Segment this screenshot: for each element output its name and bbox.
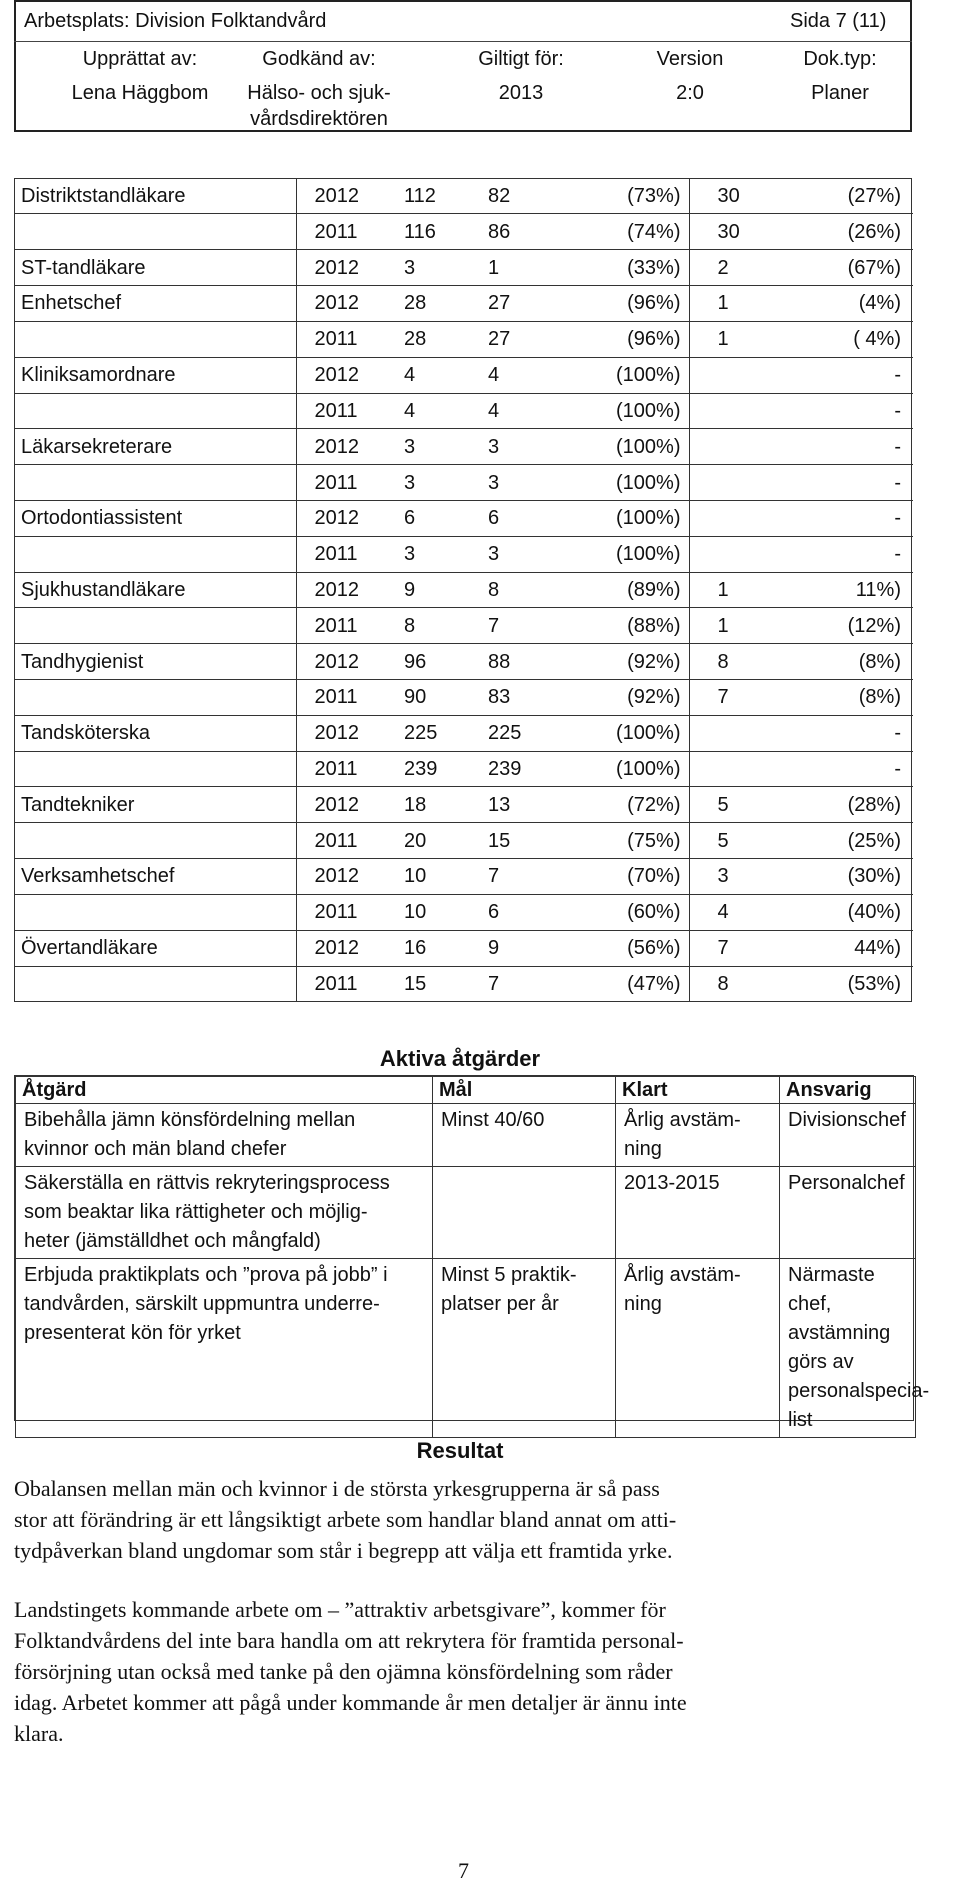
field-value: Planer <box>811 82 869 104</box>
cell-line: list <box>788 1409 813 1431</box>
cell-year: 2012 <box>296 930 380 966</box>
cell-wpct: (92%) <box>560 680 689 716</box>
cell-total: 3 <box>380 536 472 572</box>
cell-women: 9 <box>472 930 560 966</box>
cell-role <box>15 321 296 357</box>
cell-men <box>689 500 783 536</box>
cell-total: 4 <box>380 393 472 429</box>
cell-year: 2012 <box>296 179 380 214</box>
cell-men <box>689 715 783 751</box>
cell-total: 225 <box>380 715 472 751</box>
cell-mpct: (4%) <box>783 286 913 322</box>
cell-year: 2011 <box>296 608 380 644</box>
field-label: Upprättat av: <box>82 48 198 70</box>
cell-women: 3 <box>472 429 560 465</box>
cell-line: ning <box>624 1138 662 1160</box>
cell-men: 1 <box>689 321 783 357</box>
cell-year: 2011 <box>296 321 380 357</box>
cell-mpct: (12%) <box>783 608 913 644</box>
cell-wpct: (75%) <box>560 823 689 859</box>
cell-line: platser per år <box>441 1293 559 1315</box>
cell-men: 3 <box>689 859 783 895</box>
table-row <box>15 429 913 465</box>
cell-year: 2012 <box>296 859 380 895</box>
cell-year: 2012 <box>296 250 380 286</box>
cell-wpct: (88%) <box>560 608 689 644</box>
cell-line: avstämning <box>788 1322 891 1344</box>
cell-year: 2011 <box>296 536 380 572</box>
cell-role: Läkarsekreterare <box>15 429 296 465</box>
cell-wpct: (100%) <box>560 500 689 536</box>
cell-mpct: (26%) <box>783 214 913 250</box>
cell-wpct: (100%) <box>560 715 689 751</box>
cell-year: 2011 <box>296 680 380 716</box>
cell-year: 2012 <box>296 286 380 322</box>
cell-year: 2012 <box>296 644 380 680</box>
field-label: Giltigt för: <box>478 48 564 70</box>
cell-wpct: (74%) <box>560 214 689 250</box>
cell-mal <box>433 1259 616 1438</box>
cell-women: 7 <box>472 608 560 644</box>
table-row <box>15 536 913 572</box>
cell-role: Verksamhetschef <box>15 859 296 895</box>
cell-women: 239 <box>472 751 560 787</box>
cell-men <box>689 429 783 465</box>
cell-wpct: (96%) <box>560 321 689 357</box>
cell-total: 10 <box>380 859 472 895</box>
table-row <box>16 1104 916 1167</box>
field-value: Lena Häggbom <box>71 82 209 104</box>
cell-role: Distriktstandläkare <box>15 179 296 214</box>
cell-mpct: (53%) <box>847 972 901 995</box>
cell-line: Säkerställa en rättvis rekryteringsprocess <box>24 1172 390 1194</box>
staff-statistics-table <box>14 178 912 1002</box>
table-row <box>15 894 913 930</box>
cell-wpct: (60%) <box>560 894 689 930</box>
cell-mal <box>433 1104 616 1167</box>
cell-total: 16 <box>380 930 472 966</box>
table-row <box>15 715 913 751</box>
table-row <box>15 500 913 536</box>
cell-year: 2011 <box>296 465 380 501</box>
cell-mpct: - <box>783 393 913 429</box>
cell-men: 30 <box>689 179 783 214</box>
table-row <box>15 859 913 895</box>
cell-wpct: (100%) <box>560 357 689 393</box>
column-header: Ansvarig <box>780 1077 916 1104</box>
cell-women: 27 <box>472 286 560 322</box>
column-header: Mål <box>433 1077 616 1104</box>
cell-total: 3 <box>380 250 472 286</box>
cell-women: 3 <box>472 465 560 501</box>
cell-line: Årlig avstäm- <box>624 1109 741 1131</box>
cell-total: 9 <box>380 572 472 608</box>
cell-mpct: - <box>783 429 913 465</box>
field-value: 2:0 <box>676 82 704 104</box>
cell-mal <box>433 1167 616 1259</box>
cell-line: Personalchef <box>788 1172 905 1194</box>
cell-role <box>15 608 296 644</box>
cell-role: Tandsköterska <box>15 715 296 751</box>
cell-mpct: (27%) <box>783 179 913 214</box>
cell-year: 2012 <box>296 429 380 465</box>
field-label: Dok.typ: <box>803 48 877 70</box>
cell-wpct: (33%) <box>560 250 689 286</box>
cell-men: 5 <box>689 787 783 823</box>
cell-men: 8 <box>689 644 783 680</box>
cell-total: 15 <box>404 972 427 995</box>
cell-women: 3 <box>472 536 560 572</box>
cell-year: 2012 <box>296 572 380 608</box>
cell-women: 88 <box>472 644 560 680</box>
cell-year: 2011 <box>296 214 380 250</box>
cell-men: 30 <box>689 214 783 250</box>
paragraph-line: idag. Arbetet kommer att pågå under kommande år men detaljer är ännu inte <box>14 1690 687 1715</box>
field-value: 2013 <box>498 82 544 104</box>
cell-wpct: (70%) <box>560 859 689 895</box>
cell-mpct: ( 4%) <box>783 321 913 357</box>
cell-total: 239 <box>380 751 472 787</box>
cell-line: Divisionschef <box>788 1109 906 1131</box>
table-row <box>15 823 913 859</box>
cell-line: 2013-2015 <box>624 1172 720 1194</box>
cell-role <box>15 393 296 429</box>
cell-line: Årlig avstäm- <box>624 1264 741 1286</box>
cell-line: ning <box>624 1293 662 1315</box>
cell-men: 1 <box>689 286 783 322</box>
header-field-version <box>630 46 750 106</box>
cell-mpct: - <box>783 465 913 501</box>
cell-role <box>15 465 296 501</box>
cell-wpct: (100%) <box>560 393 689 429</box>
cell-atgard <box>16 1259 433 1438</box>
table-row <box>15 787 913 823</box>
cell-men: 8 <box>689 966 783 1001</box>
column-header: Klart <box>616 1077 780 1104</box>
header-field-valid-for <box>462 46 580 106</box>
header-field-doc-type <box>780 46 900 106</box>
cell-men <box>689 465 783 501</box>
cell-role <box>15 751 296 787</box>
cell-year: 2012 <box>296 500 380 536</box>
cell-role <box>15 680 296 716</box>
table-row <box>16 1167 916 1259</box>
cell-mpct: - <box>783 715 913 751</box>
cell-women: 6 <box>472 500 560 536</box>
cell-klart <box>616 1104 780 1167</box>
cell-total: 116 <box>380 214 472 250</box>
cell-line: tandvården, särskilt uppmuntra underre- <box>24 1293 380 1315</box>
table-row <box>15 250 913 286</box>
cell-line: Minst 40/60 <box>441 1109 545 1131</box>
cell-klart <box>616 1259 780 1438</box>
cell-mpct: (8%) <box>783 644 913 680</box>
cell-women: 83 <box>472 680 560 716</box>
table-row <box>15 214 913 250</box>
result-title: Resultat <box>416 1438 504 1463</box>
table-row <box>15 644 913 680</box>
table-row <box>15 321 913 357</box>
cell-women: 7 <box>488 972 500 995</box>
paragraph-line: tydpåverkan bland ungdomar som står i begrepp att välja ett framtida yrke. <box>14 1538 673 1563</box>
cell-mpct: - <box>783 751 913 787</box>
cell-year: 2011 <box>296 393 380 429</box>
cell-year: 2011 <box>296 966 380 1001</box>
cell-mpct: - <box>783 536 913 572</box>
cell-women: 225 <box>472 715 560 751</box>
paragraph-line: Obalansen mellan män och kvinnor i de största yrkesgrupperna är så pass <box>14 1476 660 1501</box>
cell-women: 27 <box>472 321 560 357</box>
cell-line: presenterat kön för yrket <box>24 1322 241 1344</box>
cell-mpct: - <box>783 500 913 536</box>
cell-wpct: (100%) <box>560 465 689 501</box>
cell-role: Kliniksamordnare <box>15 357 296 393</box>
cell-total: 3 <box>380 465 472 501</box>
paragraph-line: klara. <box>14 1721 64 1746</box>
cell-line: görs av <box>788 1351 854 1373</box>
cell-total: 3 <box>380 429 472 465</box>
cell-total: 18 <box>380 787 472 823</box>
cell-men: 7 <box>689 930 783 966</box>
cell-ansvarig <box>780 1104 916 1167</box>
paragraph-line: Folktandvårdens del inte bara handla om att rekrytera för framtida personal- <box>14 1628 684 1653</box>
cell-women: 8 <box>472 572 560 608</box>
cell-wpct: (92%) <box>560 644 689 680</box>
actions-table <box>14 1075 930 1431</box>
cell-total: 6 <box>380 500 472 536</box>
paragraph-line: stor att förändring är ett långsiktigt arbete som handlar bland annat om atti- <box>14 1507 677 1532</box>
cell-wpct: (100%) <box>560 536 689 572</box>
workplace-label: Arbetsplats: Division Folktandvård <box>24 10 327 32</box>
cell-mpct: (28%) <box>783 787 913 823</box>
cell-men <box>689 536 783 572</box>
cell-women: 86 <box>472 214 560 250</box>
cell-year: 2011 <box>296 751 380 787</box>
table-row <box>15 357 913 393</box>
cell-men: 5 <box>689 823 783 859</box>
cell-ansvarig <box>780 1259 930 1438</box>
cell-wpct: (73%) <box>560 179 689 214</box>
table-row <box>16 1259 916 1438</box>
cell-line: heter (jämställdhet och mångfald) <box>24 1230 321 1252</box>
cell-mpct: (40%) <box>783 894 913 930</box>
cell-wpct: (96%) <box>560 286 689 322</box>
cell-klart <box>616 1167 780 1259</box>
cell-men: 4 <box>689 894 783 930</box>
result-paragraph-2 <box>14 1594 914 1749</box>
field-label: Version <box>656 48 724 70</box>
cell-mpct: (67%) <box>783 250 913 286</box>
cell-year: 2012 <box>296 357 380 393</box>
cell-role: Övertandläkare <box>15 930 296 966</box>
result-paragraph-1 <box>14 1473 914 1566</box>
cell-role <box>15 894 296 930</box>
cell-men: 7 <box>689 680 783 716</box>
cell-line: Närmaste chef, <box>788 1264 875 1315</box>
cell-ansvarig <box>780 1167 916 1259</box>
cell-men <box>689 357 783 393</box>
cell-role: Ortodontiassistent <box>15 500 296 536</box>
cell-role: Tandtekniker <box>15 787 296 823</box>
page-number: 7 <box>458 1858 469 1883</box>
cell-wpct: (72%) <box>560 787 689 823</box>
cell-year: 2011 <box>296 894 380 930</box>
cell-atgard <box>16 1167 433 1259</box>
cell-role <box>15 966 296 1001</box>
cell-role <box>15 214 296 250</box>
table-row <box>15 608 913 644</box>
table-row <box>15 179 913 214</box>
cell-men: 2 <box>689 250 783 286</box>
cell-total: 96 <box>380 644 472 680</box>
cell-men: 1 <box>689 608 783 644</box>
cell-mpct: (25%) <box>783 823 913 859</box>
table-row <box>15 751 913 787</box>
cell-women: 82 <box>472 179 560 214</box>
cell-atgard <box>16 1104 433 1167</box>
cell-total: 28 <box>380 286 472 322</box>
cell-role <box>15 823 296 859</box>
cell-role: Tandhygienist <box>15 644 296 680</box>
cell-wpct: (56%) <box>560 930 689 966</box>
table-row <box>15 572 913 608</box>
field-value: Hälso- och sjuk- <box>247 82 391 104</box>
cell-mpct: - <box>783 357 913 393</box>
cell-line: Erbjuda praktikplats och ”prova på jobb” i <box>24 1264 388 1286</box>
header-field-approved-by <box>234 46 404 132</box>
table-row <box>15 966 913 1001</box>
paragraph-line: Landstingets kommande arbete om – ”attraktiv arbetsgivare”, kommer för <box>14 1597 666 1622</box>
actions-title: Aktiva åtgärder <box>379 1046 541 1071</box>
table-row <box>15 286 913 322</box>
field-label: Godkänd av: <box>262 48 376 70</box>
cell-total: 90 <box>380 680 472 716</box>
cell-year: 2011 <box>296 823 380 859</box>
cell-line: som beaktar lika rättigheter och möjlig- <box>24 1201 368 1223</box>
table-row <box>15 465 913 501</box>
cell-mpct: 44%) <box>783 930 913 966</box>
cell-role: Sjukhustandläkare <box>15 572 296 608</box>
cell-year: 2012 <box>296 715 380 751</box>
paragraph-line: försörjning utan också med tanke på den ojämna könsfördelning som råder <box>14 1659 673 1684</box>
cell-wpct: (100%) <box>560 751 689 787</box>
table-row <box>15 393 913 429</box>
cell-men <box>689 393 783 429</box>
header-field-created-by <box>55 46 225 106</box>
cell-line: Bibehålla jämn könsfördelning mellan <box>24 1109 356 1131</box>
cell-women: 13 <box>472 787 560 823</box>
cell-women: 4 <box>472 357 560 393</box>
cell-total: 28 <box>380 321 472 357</box>
cell-men <box>689 751 783 787</box>
cell-line: Minst 5 praktik- <box>441 1264 577 1286</box>
table-row <box>15 680 913 716</box>
column-header: Åtgärd <box>16 1077 433 1104</box>
page-indicator: Sida 7 (11) <box>790 10 887 32</box>
cell-role: ST-tandläkare <box>15 250 296 286</box>
cell-total: 4 <box>380 357 472 393</box>
cell-mpct: 11%) <box>783 572 913 608</box>
cell-women: 7 <box>472 859 560 895</box>
cell-women: 4 <box>472 393 560 429</box>
cell-total: 20 <box>380 823 472 859</box>
cell-total: 10 <box>380 894 472 930</box>
cell-year: 2012 <box>296 787 380 823</box>
cell-total: 8 <box>380 608 472 644</box>
cell-wpct: (89%) <box>560 572 689 608</box>
cell-line: kvinnor och män bland chefer <box>24 1138 287 1160</box>
cell-mpct: (8%) <box>783 680 913 716</box>
cell-line: personalspecia- <box>788 1380 930 1402</box>
cell-role: Enhetschef <box>15 286 296 322</box>
cell-women: 1 <box>472 250 560 286</box>
cell-role <box>15 536 296 572</box>
cell-women: 15 <box>472 823 560 859</box>
field-value-line2: vårdsdirektören <box>250 108 388 130</box>
cell-mpct: (30%) <box>783 859 913 895</box>
cell-wpct: (47%) <box>627 972 681 995</box>
cell-men: 1 <box>689 572 783 608</box>
cell-total: 112 <box>380 179 472 214</box>
cell-women: 6 <box>472 894 560 930</box>
table-row <box>15 930 913 966</box>
cell-wpct: (100%) <box>560 429 689 465</box>
